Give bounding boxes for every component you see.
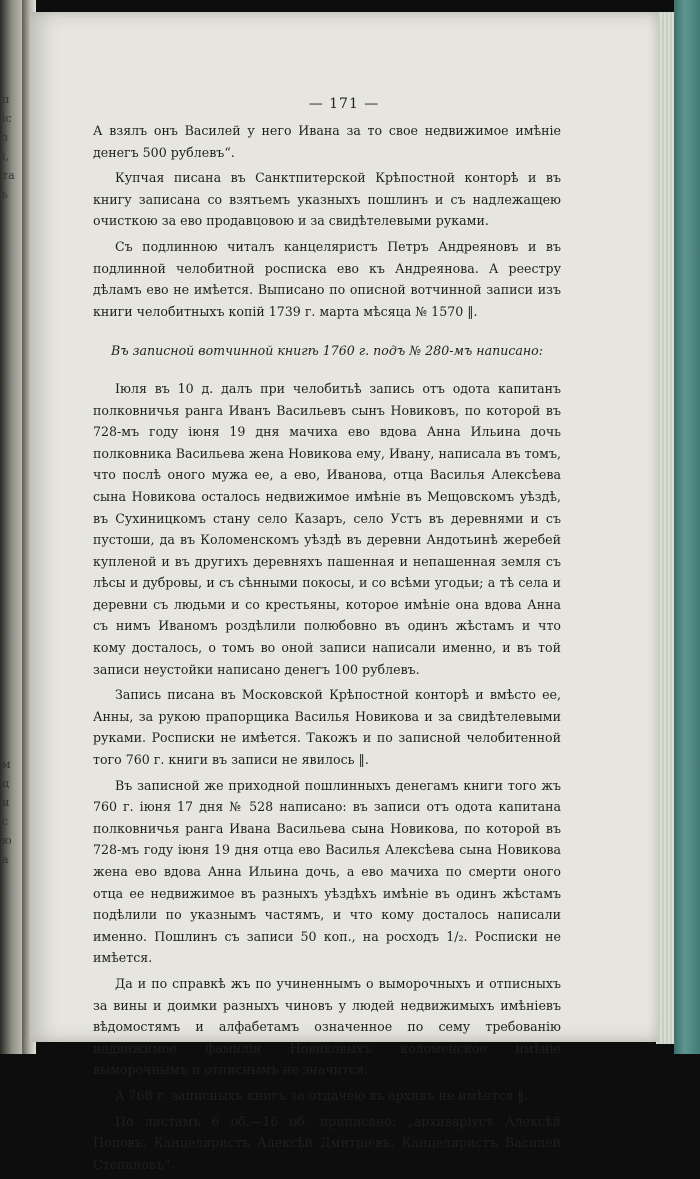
paragraph-signatures: По листамъ 6 об.—16 об. приписано: „архиваріусъ Алексѣй Поповъ. Канцеляристъ Алексѣй Дмитріевъ. Канцеляристъ Василей Степановъ“. <box>93 1113 561 1172</box>
page-edges <box>656 12 674 1044</box>
section-heading: Въ записной вотчинной книгѣ 1760 г. подъ № 280-мъ написано: <box>110 343 544 359</box>
paragraph-fee-book: Въ записной же приходной пошлинныхъ денегамъ книги того жъ 760 г. іюня 17 дня № 528 написано: въ записи отъ одота капитана полковничья ранга Ивана Васильева сына Новикова, по которой въ 728-мъ году іюня 19 дня отца ево Василья Алексѣева сына Новикова жена ево вдова Анна Ильина дочь, а ево мачиха по смерти оного отца ее недвижимое въ разныхъ уѣздѣхъ имѣніе въ одинъ жѣстамъ подѣлили по указнымъ частямъ, и что кому досталось написали именно. Пошлинъ съ записи 50 коп., на росходъ 1/₂. Росписки не имѣется. <box>93 777 561 966</box>
paragraph-record-1760: Іюля въ 10 д. далъ при челобитьѣ запись отъ одота капитанъ полковничья ранга Иванъ Васильевъ сынъ Новиковъ, по которой въ 728-мъ году іюня 19 дня мачиха ево вдова Анна Ильина дочь полковника Васильева жена Новикова ему, Ивану, написала въ томъ, что послѣ оного мужа ее, а ево, Иванова, отца Василья Алексѣева сына Новикова осталось недвижимое имѣніе въ Мещовскомъ уѣздѣ, въ Сухиницкомъ стану село Казаръ, село Устъ въ деревнями и съ пустоши, да въ Коломенскомъ уѣздѣ въ деревни Андотьинѣ жеребей купленой и въ другихъ деревняхъ пашенная и непашенная земля съ лѣсы и дубровы, и съ сѣнными покосы, и со всѣми угодьи; а тѣ села и деревни съ людьми и со крестьяны, которое имѣніе она вдова Анна съ нимъ Иваномъ роздѣлили полюбовно въ одинъ жѣстамъ и что кому досталось, о томъ во оной записи написали именно, и въ той записи неустойки написано денегъ 100 рублевъ. <box>93 380 561 677</box>
left-page-text: п іс з і, та ь м ц и с ю а <box>2 93 15 866</box>
paragraph-sale-price: А взялъ онъ Василей у него Ивана за то свое недвижимое имѣніе денегъ 500 рублевъ“. <box>93 123 561 160</box>
paragraph-record-written: Запись писана въ Московской Крѣпостной конторѣ и вмѣсто ее, Анны, за рукою прапорщика Василья Новикова и за свидѣтелевыми руками. Росписки не имѣется. Такожъ и по записной челобитенной того 760 г. книги въ записи не явилось ‖. <box>93 687 561 768</box>
paragraph-verification: Съ подлинною читалъ канцеляристъ Петръ Андреяновъ и въ подлинной челобитной росписка ево къ Андреянова. А реестру дѣламъ ево не имѣется. Выписано по описной вотчинной записи изъ книги челобитныхъ копій 1739 г. марта мѣсяца № 1570 ‖. <box>93 238 561 319</box>
page-body <box>93 120 561 1179</box>
book-cover-edge <box>674 0 700 1054</box>
left-page-fragment <box>0 0 22 1054</box>
paragraph-archive-note: А 768 г. записныхъ книгъ за отдачею въ архивъ не имѣется ‖. <box>115 1087 528 1103</box>
paragraph-escheat-check: Да и по справкѣ жъ по учиненнымъ о выморочныхъ и отписныхъ за вины и доимки разныхъ чиновъ у людей недвижимыхъ имѣніевъ вѣдомостямъ и алфабетамъ означенное по сему требованію недвижимое фамиліи Новиковыхъ коломенское имѣніе выморочнымъ и отписнымъ не значится. <box>93 975 561 1078</box>
paragraph-deed-registration: Купчая писана въ Санктпитерской Крѣпостной конторѣ и въ книгу записана со взятьемъ указныхъ пошлинъ и съ надлежащею очисткою за ево продавцовою и за свидѣтелевыми руками. <box>93 170 561 229</box>
page-number: — 171 — <box>308 96 380 112</box>
